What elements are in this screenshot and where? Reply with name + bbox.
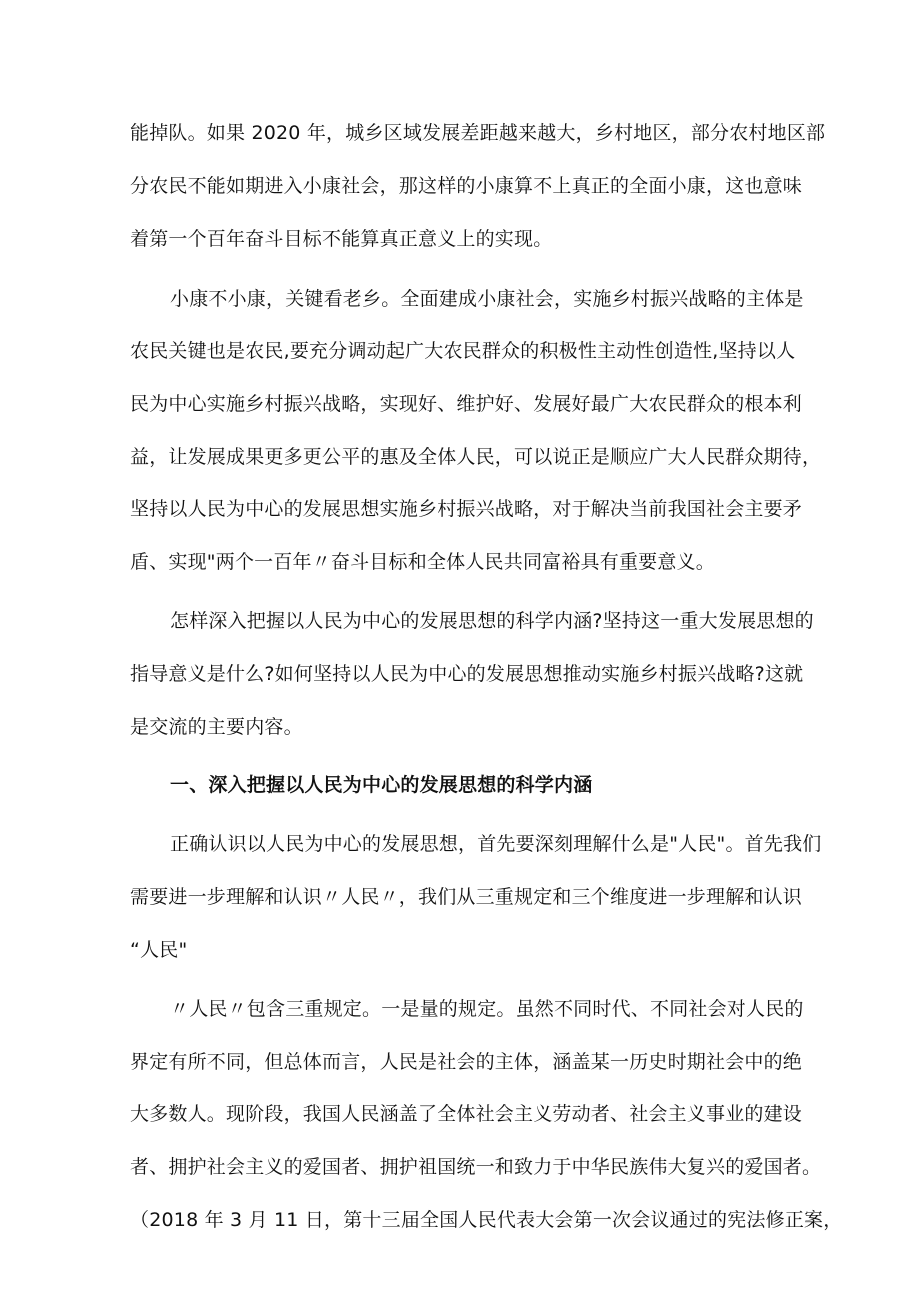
paragraph-2-line-5: 坚持以人民为中心的发展思想实施乡村振兴战略，对于解决当前我国社会主要矛	[130, 498, 803, 520]
paragraph-4-line-1: 正确认识以人民为中心的发展思想，首先要深刻理解什么是"人民"。首先我们	[170, 833, 822, 855]
paragraph-5-line-2: 界定有所不同，但总体而言，人民是社会的主体，涵盖某一历史时期社会中的绝	[130, 1051, 803, 1073]
section-heading: 一、深入把握以人民为中心的发展思想的科学内涵	[170, 774, 593, 796]
paragraph-3-line-3: 是交流的主要内容。	[130, 716, 303, 738]
paragraph-5-line-4: 者、拥护社会主义的爱国者、拥护祖国统一和致力于中华民族伟大复兴的爱国者。	[130, 1156, 822, 1178]
paragraph-1-line-3: 着第一个百年奋斗目标不能算真正意义上的实现。	[130, 228, 553, 250]
paragraph-4-line-2: 需要进一步理解和认识〃人民〃，我们从三重规定和三个维度进一步理解和认识	[130, 886, 803, 908]
paragraph-1-line-1: 能掉队。如果 2020 年，城乡区域发展差距越来越大，乡村地区，部分农村地区部	[130, 122, 826, 144]
paragraph-2-line-4: 益，让发展成果更多更公平的惠及全体人民，可以说正是顺应广大人民群众期待，	[130, 446, 822, 468]
paragraph-1-line-2: 分农民不能如期进入小康社会，那这样的小康算不上真正的全面小康，这也意味	[130, 175, 803, 197]
paragraph-5-line-5: （2018 年 3 月 11 日，第十三届全国人民代表大会第一次会议通过的宪法修正案，	[130, 1209, 843, 1231]
paragraph-4-line-3: “人民"	[130, 939, 188, 961]
paragraph-2-line-1: 小康不小康，关键看老乡。全面建成小康社会，实施乡村振兴战略的主体是	[170, 288, 804, 310]
paragraph-2-line-6: 盾、实现"两个一百年〃奋斗目标和全体人民共同富裕具有重要意义。	[130, 551, 715, 573]
paragraph-5-line-3: 大多数人。现阶段，我国人民涵盖了全体社会主义劳动者、社会主义事业的建设	[130, 1103, 803, 1125]
paragraph-2-line-3: 民为中心实施乡村振兴战略，实现好、维护好、发展好最广大农民群众的根本利	[130, 393, 803, 415]
paragraph-2-line-2: 农民关键也是农民,要充分调动起广大农民群众的积极性主动性创造性,坚持以人	[130, 340, 796, 362]
paragraph-3-line-2: 指导意义是什么?如何坚持以人民为中心的发展思想推动实施乡村振兴战略?这就	[130, 663, 804, 685]
paragraph-5-line-1: 〃人民〃包含三重规定。一是量的规定。虽然不同时代、不同社会对人民的	[170, 998, 804, 1020]
paragraph-3-line-1: 怎样深入把握以人民为中心的发展思想的科学内涵?坚持这一重大发展思想的	[170, 610, 814, 632]
